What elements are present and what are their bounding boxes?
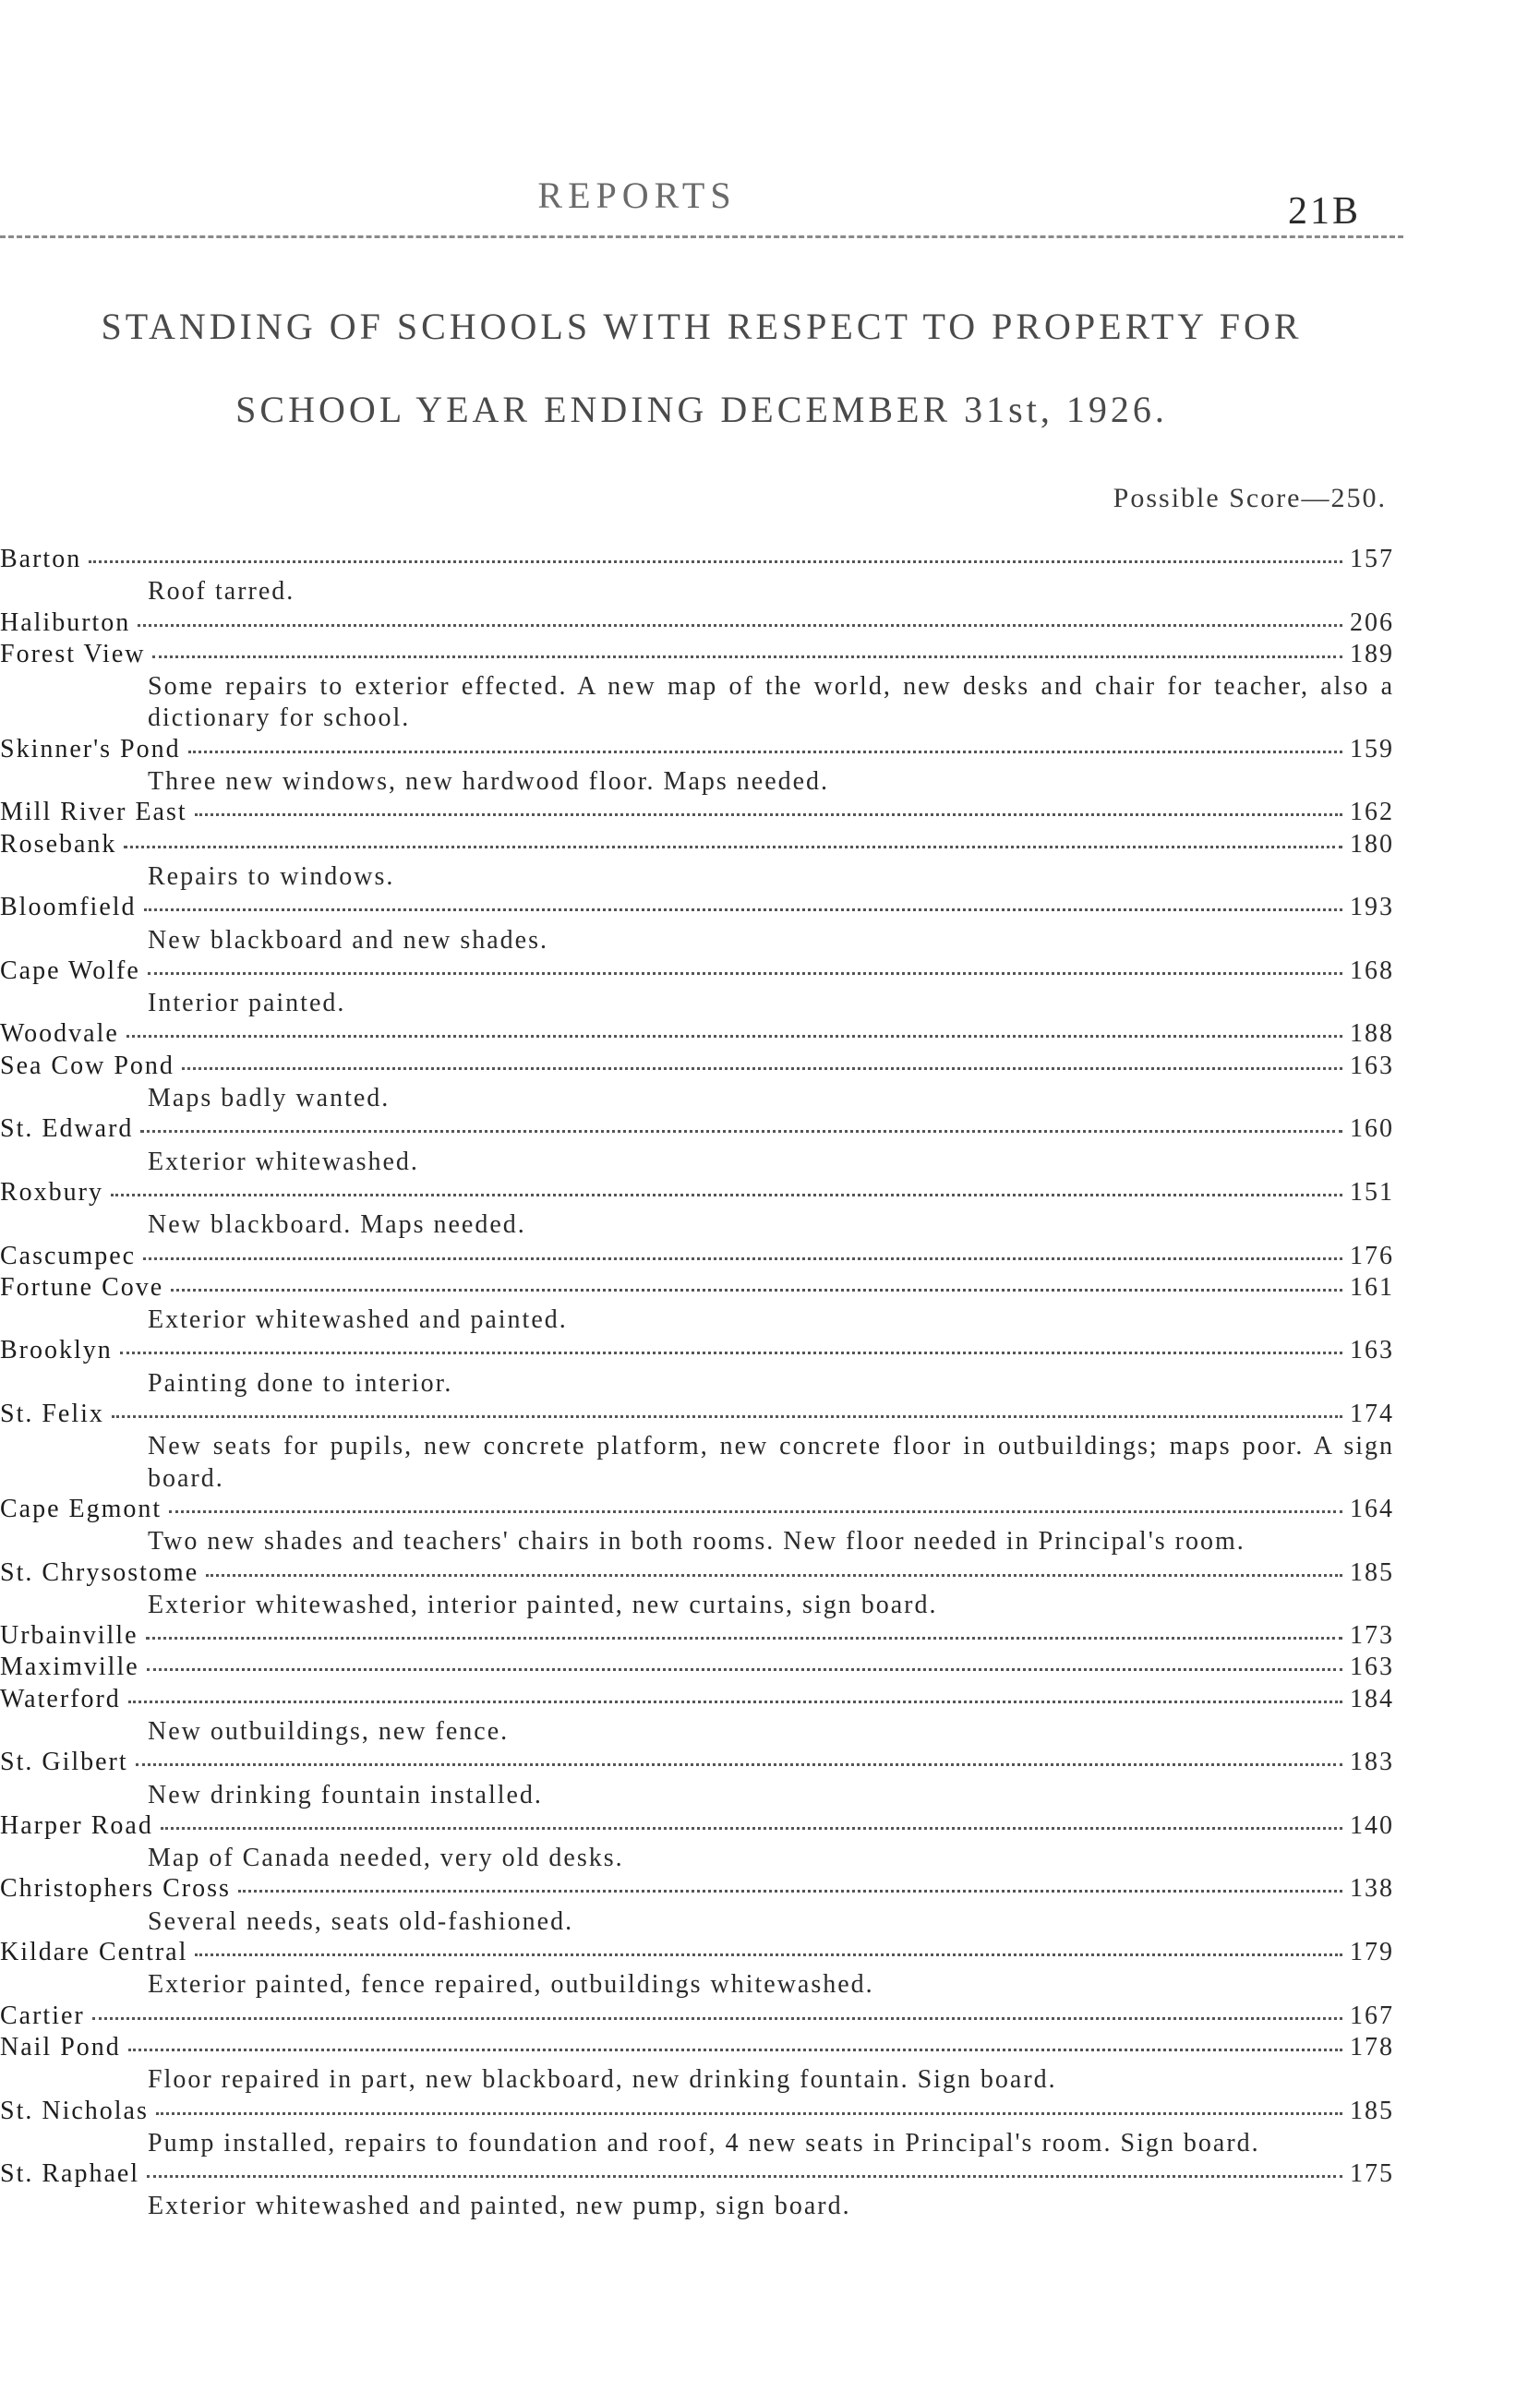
school-entry xyxy=(0,1273,1394,1337)
school-entry xyxy=(0,2159,1394,2223)
running-header: REPORTS xyxy=(537,174,737,216)
document-title-line-1: STANDING OF SCHOOLS WITH RESPECT TO PROPERTY FOR xyxy=(101,306,1303,347)
school-entry xyxy=(0,545,1394,608)
school-row xyxy=(0,1938,1394,1969)
school-note: Interior painted. xyxy=(148,989,346,1018)
page-number: 21B xyxy=(1288,190,1362,233)
school-row xyxy=(0,1242,1394,1273)
school-note: Exterior whitewashed and painted, new pump, sign board. xyxy=(148,2192,851,2221)
school-row xyxy=(0,2033,1394,2064)
dot-leader xyxy=(182,1067,1342,1070)
school-note: Repairs to windows. xyxy=(148,861,395,891)
dot-leader xyxy=(136,1763,1342,1766)
school-name: Cascumpec xyxy=(0,1241,137,1270)
dot-leader xyxy=(128,2049,1342,2051)
dot-leader xyxy=(112,1415,1342,1418)
school-row xyxy=(0,2159,1394,2191)
dot-leader xyxy=(147,2175,1342,2178)
school-entry xyxy=(0,1748,1394,1811)
school-name: Haliburton xyxy=(0,607,131,637)
school-name: St. Felix xyxy=(0,1400,104,1429)
school-name: St. Raphael xyxy=(0,2159,140,2189)
school-entry xyxy=(0,956,1394,1020)
dot-leader xyxy=(171,1289,1342,1292)
school-row xyxy=(0,1685,1394,1716)
school-row xyxy=(0,640,1394,671)
school-entry xyxy=(0,893,1394,956)
school-name: St. Chrysostome xyxy=(0,1557,199,1587)
dot-leader xyxy=(156,2112,1342,2115)
school-note: New blackboard. Maps needed. xyxy=(148,1210,526,1240)
school-score: 163 xyxy=(1350,1653,1394,1682)
school-score: 157 xyxy=(1350,545,1394,573)
school-note: New seats for pupils, new concrete platform, new concrete floor in outbuildings; maps poor. A sign board. xyxy=(148,1432,1394,1493)
dot-leader xyxy=(147,1668,1342,1671)
school-entry xyxy=(0,640,1394,735)
school-row xyxy=(0,1019,1394,1051)
dot-leader xyxy=(140,1130,1342,1133)
school-entry xyxy=(0,798,1394,829)
dot-leader xyxy=(138,624,1342,627)
school-entry xyxy=(0,1336,1394,1400)
school-note: Some repairs to exterior effected. A new map of the world, new desks and chair for teacher, also a dictionary for school. xyxy=(148,672,1394,733)
dot-leader xyxy=(152,655,1342,658)
header-rule xyxy=(0,235,1403,238)
school-row xyxy=(0,1558,1394,1590)
school-score: 189 xyxy=(1350,639,1394,668)
school-score: 185 xyxy=(1350,2096,1394,2125)
school-list xyxy=(0,545,1394,2223)
school-row xyxy=(0,545,1394,576)
school-note: Map of Canada needed, very old desks. xyxy=(148,1844,624,1873)
school-name: Harper Road xyxy=(0,1810,153,1840)
school-score: 174 xyxy=(1350,1400,1394,1429)
possible-score: Possible Score—250. xyxy=(1113,483,1387,513)
school-score: 183 xyxy=(1350,1748,1394,1777)
school-row xyxy=(0,1748,1394,1779)
school-name: Woodvale xyxy=(0,1019,119,1049)
school-row xyxy=(0,1178,1394,1209)
school-row xyxy=(0,1336,1394,1367)
school-entry xyxy=(0,1938,1394,2001)
school-score: 176 xyxy=(1350,1241,1394,1270)
school-row xyxy=(0,1811,1394,1843)
school-name: Maximville xyxy=(0,1653,139,1682)
school-row xyxy=(0,1874,1394,1905)
school-name: Skinner's Pond xyxy=(0,734,181,763)
school-entry xyxy=(0,2033,1394,2097)
school-entry xyxy=(0,1019,1394,1051)
dot-leader xyxy=(124,846,1342,848)
school-row xyxy=(0,798,1394,829)
dot-leader xyxy=(111,1194,1342,1196)
school-score: 184 xyxy=(1350,1684,1394,1713)
school-name: Fortune Cove xyxy=(0,1272,164,1302)
school-score: 164 xyxy=(1350,1494,1394,1523)
school-row xyxy=(0,1052,1394,1083)
dot-leader xyxy=(144,908,1342,911)
school-name: Rosebank xyxy=(0,829,117,859)
school-row xyxy=(0,2001,1394,2033)
dot-leader xyxy=(195,813,1342,816)
school-note: New blackboard and new shades. xyxy=(148,925,548,955)
dot-leader xyxy=(169,1510,1342,1513)
dot-leader xyxy=(195,1953,1342,1956)
dot-leader xyxy=(188,751,1342,753)
school-entry xyxy=(0,735,1394,799)
school-row xyxy=(0,1114,1394,1146)
school-name: Barton xyxy=(0,545,82,573)
school-entry xyxy=(0,1114,1394,1178)
school-row xyxy=(0,1495,1394,1526)
school-name: St. Nicholas xyxy=(0,2096,149,2125)
school-score: 178 xyxy=(1350,2032,1394,2061)
school-name: Sea Cow Pond xyxy=(0,1051,174,1080)
school-name: Kildare Central xyxy=(0,1938,188,1967)
school-name: St. Gilbert xyxy=(0,1748,128,1777)
school-entry xyxy=(0,608,1394,640)
school-name: St. Edward xyxy=(0,1114,134,1144)
school-note: Exterior painted, fence repaired, outbuildings whitewashed. xyxy=(148,1970,874,2000)
school-entry xyxy=(0,1495,1394,1558)
school-name: Bloomfield xyxy=(0,893,137,922)
dot-leader xyxy=(120,1352,1342,1354)
school-name: Nail Pond xyxy=(0,2032,121,2061)
school-score: 151 xyxy=(1350,1177,1394,1207)
school-entry xyxy=(0,1242,1394,1273)
school-name: Brooklyn xyxy=(0,1336,113,1365)
school-name: Cape Wolfe xyxy=(0,956,140,985)
school-row xyxy=(0,608,1394,640)
school-entry xyxy=(0,830,1394,894)
school-entry xyxy=(0,1052,1394,1115)
school-entry xyxy=(0,1400,1394,1495)
school-entry xyxy=(0,2097,1394,2160)
school-entry xyxy=(0,1811,1394,1875)
document-title-line-2: SCHOOL YEAR ENDING DECEMBER 31st, 1926. xyxy=(235,389,1168,430)
school-entry xyxy=(0,1874,1394,1938)
school-score: 193 xyxy=(1350,893,1394,922)
school-note: Floor repaired in part, new blackboard, new drinking fountain. Sign board. xyxy=(148,2065,1057,2095)
school-score: 180 xyxy=(1350,829,1394,859)
school-score: 173 xyxy=(1350,1621,1394,1651)
school-score: 163 xyxy=(1350,1051,1394,1080)
school-score: 162 xyxy=(1350,798,1394,827)
dot-leader xyxy=(89,560,1342,563)
school-note: Painting done to interior. xyxy=(148,1368,453,1398)
school-score: 168 xyxy=(1350,956,1394,985)
school-note: Pump installed, repairs to foundation and roof, 4 new seats in Principal's room. Sign board. xyxy=(148,2128,1260,2158)
school-entry xyxy=(0,1558,1394,1622)
dot-leader xyxy=(146,1637,1342,1640)
school-row xyxy=(0,893,1394,924)
school-row xyxy=(0,1400,1394,1431)
school-note: Exterior whitewashed and painted. xyxy=(148,1305,568,1335)
dot-leader xyxy=(238,1890,1342,1893)
school-note: Two new shades and teachers' chairs in both rooms. New floor needed in Principal's room. xyxy=(148,1527,1245,1557)
school-row xyxy=(0,2097,1394,2128)
school-note: New drinking fountain installed. xyxy=(148,1780,543,1809)
school-score: 206 xyxy=(1350,607,1394,637)
school-row xyxy=(0,1621,1394,1653)
school-name: Mill River East xyxy=(0,798,187,827)
school-score: 179 xyxy=(1350,1938,1394,1967)
school-entry xyxy=(0,1685,1394,1749)
school-note: Several needs, seats old-fashioned. xyxy=(148,1906,574,1936)
school-note: Three new windows, new hardwood floor. Maps needed. xyxy=(148,767,830,797)
school-row xyxy=(0,830,1394,861)
dot-leader xyxy=(143,1257,1342,1260)
school-score: 175 xyxy=(1350,2159,1394,2189)
school-score: 140 xyxy=(1350,1810,1394,1840)
school-row xyxy=(0,735,1394,766)
school-score: 159 xyxy=(1350,734,1394,763)
school-entry xyxy=(0,1653,1394,1684)
dot-leader xyxy=(92,2017,1342,2020)
dot-leader xyxy=(161,1827,1342,1830)
school-row xyxy=(0,1273,1394,1304)
dot-leader xyxy=(206,1574,1342,1577)
school-note: Exterior whitewashed. xyxy=(148,1147,419,1176)
school-score: 163 xyxy=(1350,1336,1394,1365)
school-note: Roof tarred. xyxy=(148,577,295,607)
dot-leader xyxy=(126,1035,1342,1038)
school-name: Cape Egmont xyxy=(0,1494,162,1523)
school-name: Urbainville xyxy=(0,1621,138,1651)
school-note: New outbuildings, new fence. xyxy=(148,1716,510,1746)
school-score: 167 xyxy=(1350,2001,1394,2030)
school-score: 138 xyxy=(1350,1874,1394,1904)
school-name: Forest View xyxy=(0,639,146,668)
school-score: 188 xyxy=(1350,1019,1394,1049)
school-entry xyxy=(0,1178,1394,1242)
school-name: Roxbury xyxy=(0,1177,103,1207)
school-row xyxy=(0,1653,1394,1684)
school-note: Exterior whitewashed, interior painted, new curtains, sign board. xyxy=(148,1590,938,1619)
school-score: 160 xyxy=(1350,1114,1394,1144)
dot-leader xyxy=(128,1701,1342,1703)
school-name: Cartier xyxy=(0,2001,85,2030)
school-score: 161 xyxy=(1350,1272,1394,1302)
school-name: Waterford xyxy=(0,1684,121,1713)
school-name: Christophers Cross xyxy=(0,1874,231,1904)
school-note: Maps badly wanted. xyxy=(148,1084,391,1113)
school-row xyxy=(0,956,1394,988)
dot-leader xyxy=(148,972,1342,975)
school-entry xyxy=(0,1621,1394,1653)
school-score: 185 xyxy=(1350,1557,1394,1587)
school-entry xyxy=(0,2001,1394,2033)
